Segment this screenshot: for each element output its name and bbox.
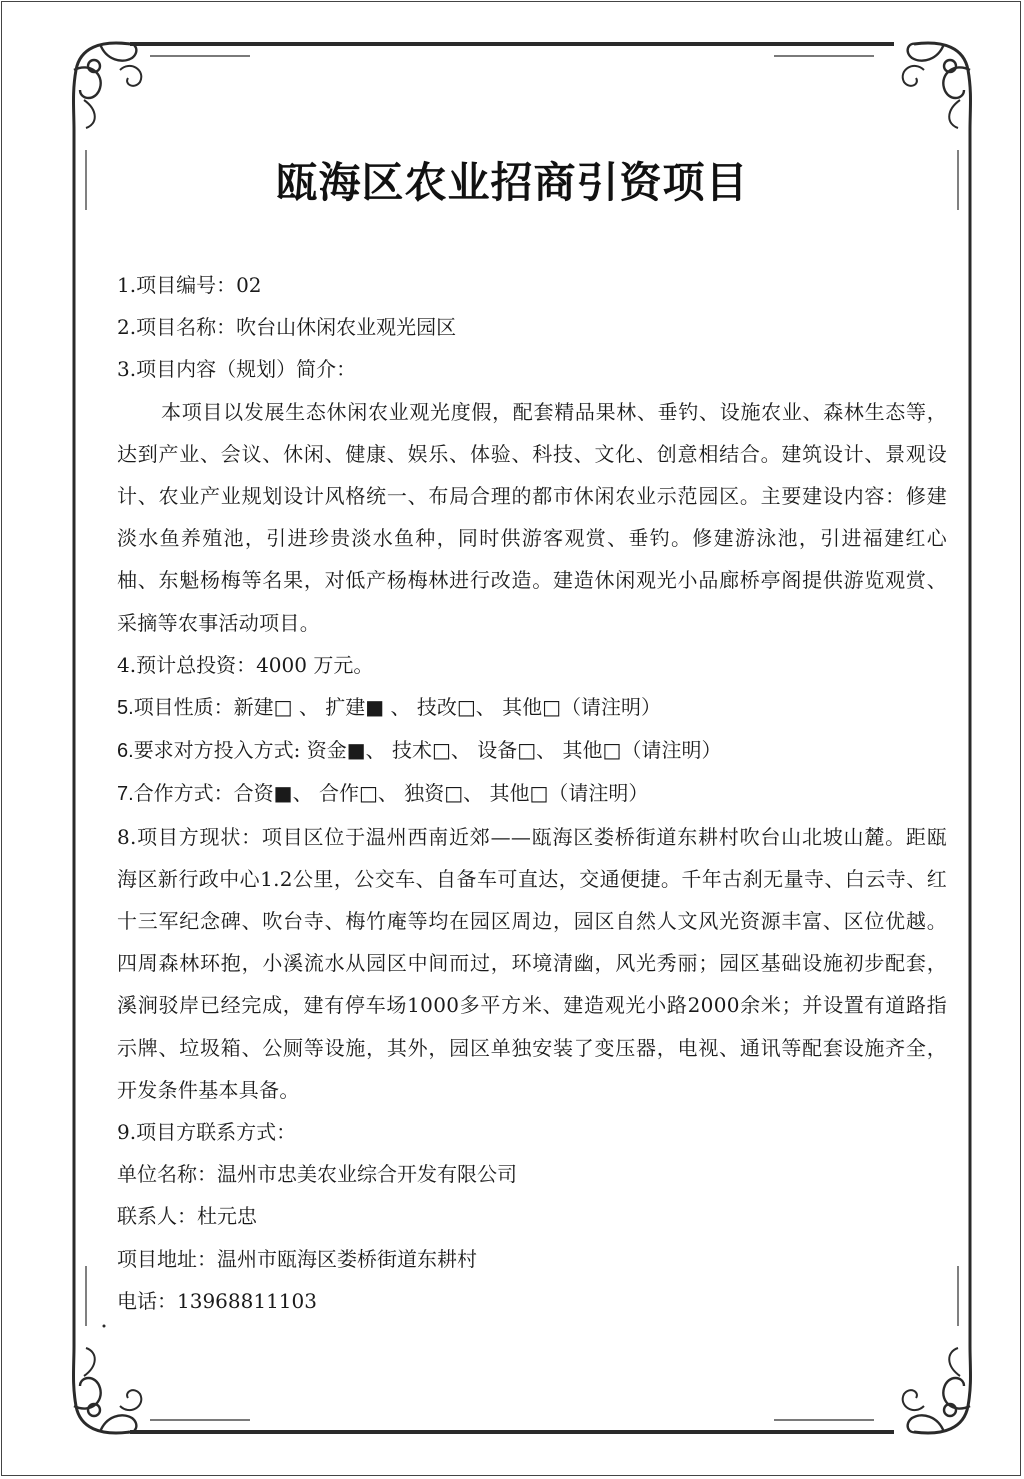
project-name: 2.项目名称：吹台山休闲农业观光园区 [117, 315, 457, 340]
corner-ornament-bottom-left [74, 1346, 142, 1433]
company-name: 单位名称：温州市忠美农业综合开发有限公司 [117, 1162, 517, 1187]
project-details [117, 264, 947, 1322]
project-status: 8.项目方现状：项目区位于温州西南近郊——瓯海区娄桥街道东耕村吹台山北坡山麓。距瓯海区新行政中心1.2公里，公交车、自备车可直达，交通便捷。千年古刹无量寺、白云寺、红十三军纪念碑、吹台寺、梅竹庵等均在园区周边，园区自然人文风光资源丰富、区位优越。四周森林环抱，小溪流水从园区中间而过，环境清幽，风光秀丽；园区基础设施初步配套，溪涧驳岸已经完成，建有停车场1000多平方米、建造观光小路2000余米；并设置有道路指示牌、垃圾箱、公厕等设施，其外，园区单独安装了变压器，电视、通讯等配套设施齐全，开发条件基本具备。 [117, 824, 947, 1102]
corner-ornament-top-left [74, 43, 142, 130]
corner-ornament-top-right [903, 43, 971, 130]
project-nature [117, 686, 947, 729]
contact-phone: 电话：13968811103 [117, 1288, 317, 1313]
project-nature-number: 5. [117, 697, 134, 720]
project-investment: 4.预计总投资：4000 万元。 [117, 652, 374, 677]
investment-method-text: 要求对方投入方式: 资金■、 技术□、 设备□、 其他□（请注明） [133, 738, 722, 763]
cooperation-method-number: 7. [117, 783, 134, 806]
contact-heading: 9.项目方联系方式： [117, 1120, 297, 1145]
cooperation-method-text: 合作方式：合资■、 合作□、 独资□、 其他□（请注明） [133, 781, 649, 806]
project-intro-text: 本项目以发展生态休闲农业观光度假，配套精品果林、垂钓、设施农业、森林生态等，达到产业、会议、休闲、健康、娱乐、体验、科技、文化、创意相结合。建筑设计、景观设计、农业产业规划设计风格统一、布局合理的都市休闲农业示范园区。主要建设内容：修建淡水鱼养殖池，引进珍贵淡水鱼种，同时供游客观赏、垂钓。修建游泳池，引进福建红心柚、东魁杨梅等名果，对低产杨梅林进行改造。建造休闲观光小品廊桥亭阁提供游览观赏、采摘等农事活动项目。 [117, 399, 947, 635]
contact-person: 联系人：杜元忠 [117, 1204, 257, 1229]
project-address: 项目地址：温州市瓯海区娄桥街道东耕村 [117, 1246, 477, 1271]
project-intro-heading: 3.项目内容（规划）简介： [117, 357, 357, 382]
cooperation-method [117, 772, 947, 815]
page-title: 瓯海区农业招商引资项目 [275, 158, 749, 207]
project-nature-text: 项目性质：新建□ 、 扩建■ 、 技改□、 其他□（请注明） [133, 695, 662, 720]
project-code: 1.项目编号：02 [117, 273, 262, 297]
corner-ornament-bottom-right [903, 1346, 971, 1433]
investment-method-number: 6. [117, 740, 134, 763]
investment-method [117, 729, 947, 772]
